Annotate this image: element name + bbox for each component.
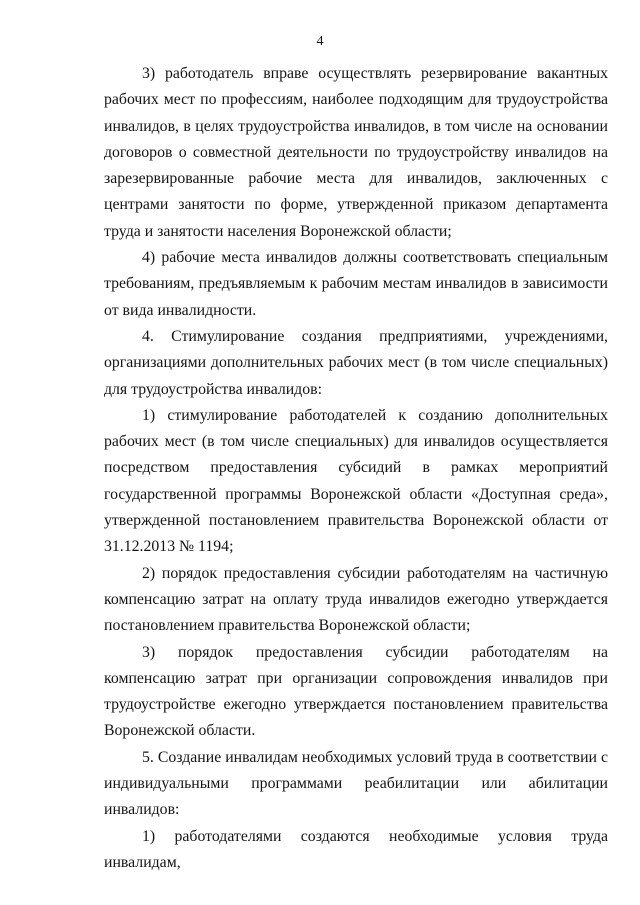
paragraph-item-1-conditions: 1) работодателями создаются необходимые условия труда инвалидам,: [104, 827, 608, 871]
paragraph-item-3-reservation: 3) работодатель вправе осуществлять резервирование вакантных рабочих мест по профессиям, наиболее подходящим для трудоустройства инвалидов, в целях трудоустройства инвалидов, в том числе на основании договоров о совместной деятельности по трудоустройству инвалидов на зарезервированные рабочие места для инвалидов, заключенных с центрами занятости по форме, утвержденной приказом департамента труда и занятости населения Воронежской области;: [104, 65, 608, 240]
page-number: 4: [316, 34, 324, 49]
paragraph-section-5-heading: 5. Создание инвалидам необходимых условий труда в соответствии с индивидуальными программами реабилитации или абилитации инвалидов:: [104, 748, 608, 819]
paragraph-item-4-requirements: 4) рабочие места инвалидов должны соответствовать специальным требованиям, предъявляемым к рабочим местам инвалидов в зависимости от вида инвалидности.: [104, 249, 608, 319]
paragraph-item-1-stimulation: 1) стимулирование работодателей к созданию дополнительных рабочих мест (в том числе специальных) для инвалидов осуществляется посредством предоставления субсидий в рамках мероприятий государственной программы Воронежской области «Доступная среда», утвержденной постановлением правительства Воронежской области от 31.12.2013 № 1194;: [104, 406, 608, 556]
paragraph-item-3-subsidy-support: 3) порядок предоставления субсидии работодателям на компенсацию затрат при организации сопровождения инвалидов при трудоустройстве ежегодно утверждается постановлением правительства Воронежской области.: [104, 643, 608, 740]
document-body: [104, 61, 608, 876]
paragraph-section-4-heading: 4. Стимулирование создания предприятиями, учреждениями, организациями дополнительных рабочих мест (в том числе специальных) для трудоустройства инвалидов:: [104, 327, 608, 398]
paragraph-item-2-subsidy-wages: 2) порядок предоставления субсидии работодателям на частичную компенсацию затрат на оплату труда инвалидов ежегодно утверждается постановлением правительства Воронежской области;: [104, 564, 608, 635]
